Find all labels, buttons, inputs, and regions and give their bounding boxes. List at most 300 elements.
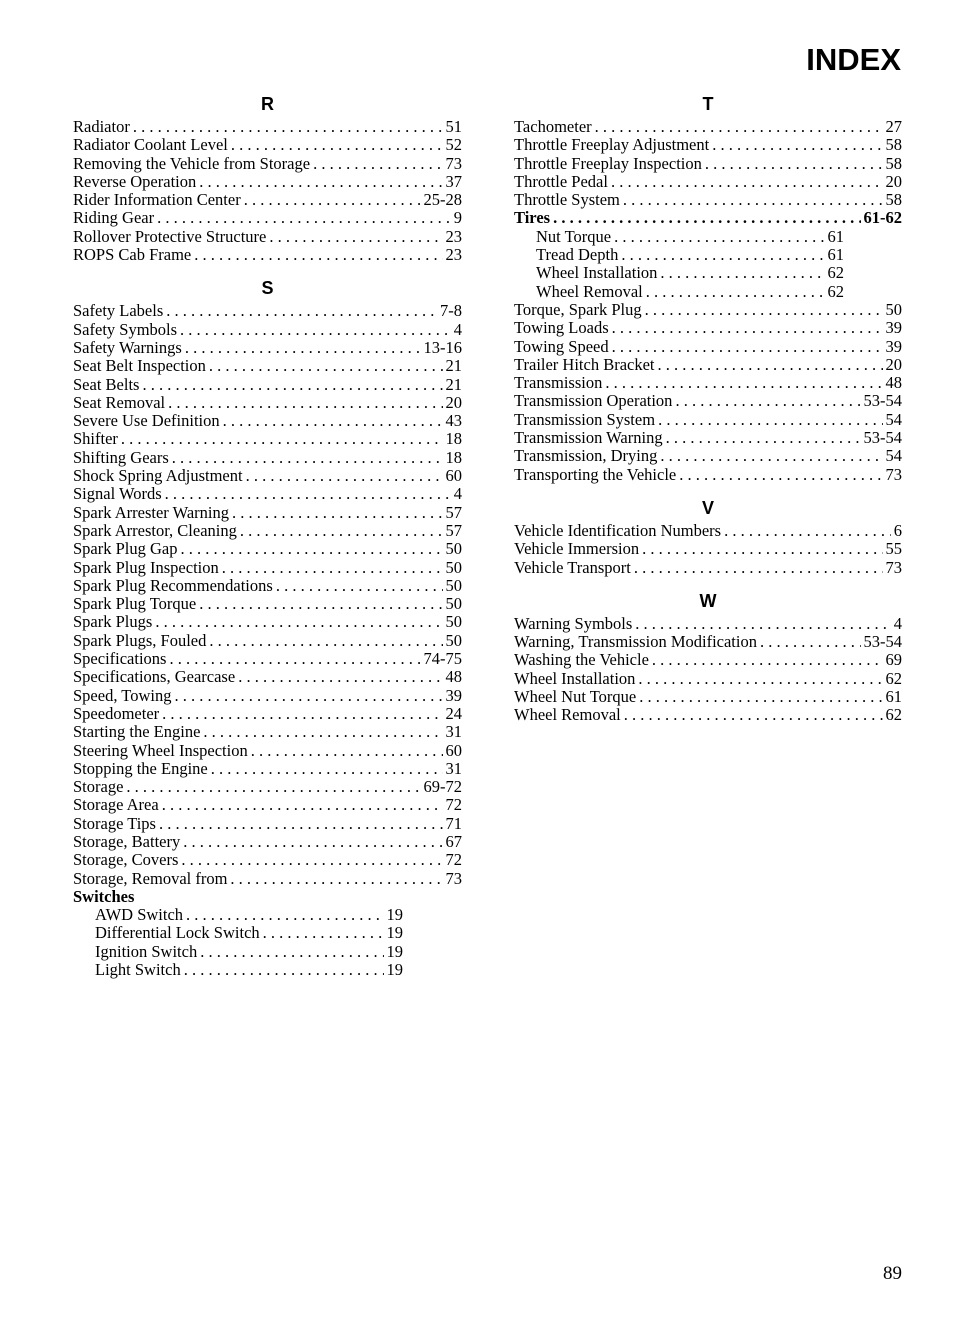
dot-leader: [269, 228, 442, 246]
entry-text: Towing Loads: [514, 319, 609, 338]
index-column-right: [514, 90, 902, 725]
entry-page: 18: [445, 430, 462, 449]
index-entry[interactable]: [73, 668, 462, 686]
dot-leader: [660, 264, 824, 282]
entry-page: 61: [885, 688, 902, 707]
index-entry[interactable]: [73, 742, 462, 760]
entry-page: 48: [445, 668, 462, 687]
dot-leader: [240, 522, 443, 540]
entry-text: Safety Labels: [73, 302, 164, 321]
dot-leader: [172, 449, 443, 467]
entry-page: 39: [885, 337, 902, 356]
entry-page: 31: [445, 723, 462, 742]
entry-text: Spark Plugs, Fouled: [73, 631, 207, 650]
dot-leader: [276, 577, 443, 595]
dot-leader: [200, 943, 383, 961]
dot-leader: [658, 411, 882, 429]
dot-leader: [263, 924, 384, 942]
entry-page: 27: [885, 118, 902, 136]
index-entry[interactable]: [73, 228, 462, 246]
entry-page: 23: [445, 246, 462, 265]
entry-text: Storage, Battery: [73, 832, 181, 851]
entry-page: 19: [386, 961, 403, 980]
index-entry[interactable]: [73, 376, 462, 394]
entry-page: 19: [386, 906, 403, 925]
index-entry[interactable]: [73, 687, 462, 705]
entry-text: Storage, Removal from: [73, 869, 228, 888]
entry-page: 62: [827, 282, 844, 301]
entry-page: 69: [885, 651, 902, 670]
entry-page: 39: [885, 319, 902, 338]
index-entry[interactable]: [73, 778, 462, 796]
dot-leader: [246, 467, 443, 485]
index-entry[interactable]: [73, 504, 462, 522]
entry-text: Storage Tips: [73, 814, 156, 833]
entry-page: 50: [885, 300, 902, 319]
index-entry[interactable]: [73, 209, 462, 227]
dot-leader: [162, 705, 442, 723]
dot-leader: [635, 615, 890, 633]
dot-leader: [222, 559, 443, 577]
index-entry[interactable]: [73, 485, 462, 503]
entry-page: 53-54: [863, 429, 902, 448]
index-entry[interactable]: [73, 577, 462, 595]
entry-text: Shifter: [73, 430, 118, 449]
section-letter: V: [701, 497, 714, 518]
index-entry[interactable]: [514, 319, 902, 337]
index-entry[interactable]: [73, 796, 462, 814]
entry-text: Vehicle Transport: [514, 558, 631, 577]
entry-text: Radiator: [73, 118, 130, 136]
dot-leader: [231, 136, 443, 154]
entry-page: 21: [445, 375, 462, 394]
index-entry[interactable]: [514, 411, 902, 429]
entry-text: Signal Words: [73, 485, 162, 504]
dot-leader: [646, 283, 825, 301]
index-entry[interactable]: [514, 374, 902, 392]
index-entry[interactable]: [514, 706, 902, 724]
entry-text: Wheel Removal: [514, 706, 621, 725]
dot-leader: [126, 778, 420, 796]
entry-page: 73: [445, 869, 462, 888]
entry-text: Storage, Covers: [73, 851, 179, 870]
dot-leader: [313, 155, 442, 173]
entry-text: Transmission: [514, 374, 603, 393]
index-subentry[interactable]: [514, 264, 844, 282]
entry-page: 50: [445, 631, 462, 650]
dot-leader: [159, 815, 443, 833]
entry-page: 51: [445, 118, 462, 136]
entry-page: 61: [827, 227, 844, 246]
index-entry[interactable]: [514, 356, 902, 374]
entry-page: 4: [453, 320, 462, 339]
index-entry[interactable]: [514, 301, 902, 319]
dot-leader: [760, 633, 861, 651]
index-entry[interactable]: [73, 760, 462, 778]
entry-text: Throttle Pedal: [514, 172, 608, 191]
entry-text: AWD Switch: [95, 906, 184, 925]
dot-leader: [209, 632, 442, 650]
entry-text: Speed, Towing: [73, 686, 172, 705]
dot-leader: [180, 321, 451, 339]
index-entry[interactable]: [73, 650, 462, 668]
dot-leader: [705, 155, 883, 173]
entry-page: 55: [885, 540, 902, 559]
index-entry[interactable]: [514, 429, 902, 447]
entry-page: 20: [445, 393, 462, 412]
dot-leader: [181, 851, 442, 869]
dot-leader: [660, 447, 882, 465]
entry-text: Spark Plug Gap: [73, 540, 178, 559]
entry-page: 58: [885, 191, 902, 210]
index-entry[interactable]: [73, 723, 462, 741]
dot-leader: [183, 833, 442, 851]
entry-text: Spark Plug Recommendations: [73, 576, 273, 595]
entry-text: Wheel Installation: [536, 264, 658, 283]
dot-leader: [230, 870, 442, 888]
entry-page: 62: [885, 706, 902, 725]
index-entry[interactable]: [73, 412, 462, 430]
dot-leader: [244, 191, 421, 209]
dot-leader: [612, 319, 883, 337]
entry-page: 52: [445, 136, 462, 155]
entry-text: Storage Area: [73, 796, 159, 815]
entry-page: 7-8: [440, 302, 462, 321]
dot-leader: [623, 191, 883, 209]
entry-page: 50: [445, 613, 462, 632]
index-entry[interactable]: [514, 173, 902, 191]
index-entry[interactable]: [73, 522, 462, 540]
dot-leader: [621, 246, 824, 264]
index-entry[interactable]: [514, 466, 902, 484]
index-entry[interactable]: [514, 651, 902, 669]
index-subentry[interactable]: [73, 943, 403, 961]
entry-page: 72: [445, 851, 462, 870]
index-entry[interactable]: [73, 613, 462, 631]
entry-page: 54: [885, 410, 902, 429]
index-entry[interactable]: [73, 540, 462, 558]
entry-page: 19: [386, 942, 403, 961]
index-entry[interactable]: [73, 632, 462, 650]
index-entry[interactable]: [73, 705, 462, 723]
index-entry[interactable]: [73, 191, 462, 209]
index-entry[interactable]: [514, 338, 902, 356]
entry-text: Warning, Transmission Modification: [514, 633, 757, 652]
entry-page: 58: [885, 154, 902, 173]
dot-leader: [211, 760, 443, 778]
dot-leader: [642, 540, 882, 558]
dot-leader: [162, 796, 443, 814]
index-subentry[interactable]: [514, 246, 844, 264]
entry-page: 50: [445, 576, 462, 595]
entry-page: 23: [445, 227, 462, 246]
entry-page: 72: [445, 796, 462, 815]
entry-text: Seat Removal: [73, 393, 166, 412]
entry-text: Safety Symbols: [73, 320, 178, 339]
entry-page: 19: [386, 924, 403, 943]
index-entry[interactable]: [73, 136, 462, 154]
entry-page: 62: [827, 264, 844, 283]
index-entry[interactable]: [514, 633, 902, 651]
entry-text: Wheel Removal: [536, 282, 643, 301]
entry-text: Vehicle Immersion: [514, 540, 640, 559]
index-entry[interactable]: [73, 595, 462, 613]
entry-text: Steering Wheel Inspection: [73, 741, 248, 760]
index-entry[interactable]: [73, 118, 462, 136]
dot-leader: [203, 723, 442, 741]
dot-leader: [675, 392, 860, 410]
index-entry[interactable]: [514, 392, 902, 410]
entry-text: Nut Torque: [536, 227, 612, 246]
entry-text: Washing the Vehicle: [514, 651, 649, 670]
entry-text: Transporting the Vehicle: [514, 465, 677, 484]
index-entry[interactable]: [514, 670, 902, 688]
dot-leader: [166, 302, 437, 320]
entry-text: Spark Plug Inspection: [73, 558, 219, 577]
dot-leader: [121, 430, 443, 448]
index-entry[interactable]: [514, 688, 902, 706]
index-column-left: [73, 90, 462, 979]
entry-page: 37: [445, 172, 462, 191]
entry-page: 54: [885, 447, 902, 466]
page-title: INDEX: [806, 42, 901, 77]
dot-leader: [199, 173, 442, 191]
entry-page: 24: [445, 704, 462, 723]
entry-text: Starting the Engine: [73, 723, 201, 742]
index-entry[interactable]: [73, 449, 462, 467]
index-entry[interactable]: [73, 357, 462, 375]
entry-text: Shock Spring Adjustment: [73, 467, 243, 486]
entry-text: ROPS Cab Frame: [73, 246, 192, 265]
entry-page: 73: [445, 154, 462, 173]
dot-leader: [658, 356, 883, 374]
dot-leader: [184, 961, 384, 979]
entry-text: Differential Lock Switch: [95, 924, 260, 943]
entry-text: Riding Gear: [73, 209, 155, 228]
entry-text: Speedometer: [73, 704, 160, 723]
entry-page: 20: [885, 355, 902, 374]
entry-page: 50: [445, 540, 462, 559]
entry-text: Throttle System: [514, 191, 620, 210]
section-letter: R: [261, 94, 274, 114]
page-number: 89: [883, 1263, 902, 1284]
dot-leader: [251, 742, 443, 760]
entry-text: Wheel Nut Torque: [514, 688, 637, 707]
dot-leader: [186, 906, 383, 924]
index-entry[interactable]: [514, 209, 902, 227]
dot-leader: [712, 136, 882, 154]
entry-text: Transmission, Drying: [514, 447, 658, 466]
dot-leader: [181, 540, 443, 558]
entry-page: 61: [827, 246, 844, 265]
entry-page: 73: [885, 465, 902, 484]
dot-leader: [679, 466, 882, 484]
index-subentry[interactable]: [73, 961, 403, 979]
entry-page: 67: [445, 832, 462, 851]
dot-leader: [168, 394, 442, 412]
dot-leader: [232, 504, 443, 522]
dot-leader: [652, 651, 883, 669]
entry-text: Safety Warnings: [73, 338, 182, 357]
dot-leader: [174, 687, 442, 705]
index-subentry[interactable]: [514, 228, 844, 246]
entry-page: 62: [885, 669, 902, 688]
entry-page: 4: [453, 485, 462, 504]
entry-text: Specifications: [73, 650, 167, 669]
entry-text: Light Switch: [95, 961, 181, 980]
dot-leader: [553, 209, 860, 227]
dot-leader: [666, 429, 861, 447]
dot-leader: [645, 301, 883, 319]
entry-text: Vehicle Identification Numbers: [514, 521, 722, 540]
entry-page: 13-16: [423, 338, 462, 357]
dot-leader: [238, 668, 442, 686]
entry-page: 50: [445, 595, 462, 614]
entry-page: 18: [445, 448, 462, 467]
entry-text: Radiator Coolant Level: [73, 136, 228, 155]
index-subentry[interactable]: [73, 906, 403, 924]
entry-text: Warning Symbols: [514, 614, 633, 633]
dot-leader: [634, 559, 883, 577]
index-entry[interactable]: [73, 302, 462, 320]
index-entry[interactable]: [73, 467, 462, 485]
index-entry[interactable]: [514, 615, 902, 633]
entry-text: Spark Plug Torque: [73, 595, 197, 614]
dot-leader: [624, 706, 883, 724]
dot-leader: [199, 595, 442, 613]
entry-page: 39: [445, 686, 462, 705]
index-entry[interactable]: [73, 173, 462, 191]
entry-text: Spark Plugs: [73, 613, 153, 632]
entry-text: Seat Belt Inspection: [73, 357, 206, 376]
dot-leader: [165, 485, 451, 503]
entry-page: 9: [453, 209, 462, 228]
index-entry[interactable]: [514, 155, 902, 173]
index-entry[interactable]: [514, 540, 902, 558]
index-subentry[interactable]: [514, 283, 844, 301]
index-entry[interactable]: [73, 339, 462, 357]
dot-leader: [157, 209, 451, 227]
entry-page: 43: [445, 412, 462, 431]
entry-page: 53-54: [863, 392, 902, 411]
dot-leader: [209, 357, 443, 375]
index-entry[interactable]: [514, 191, 902, 209]
dot-leader: [194, 246, 442, 264]
entry-text: Specifications, Gearcase: [73, 668, 236, 687]
index-entry[interactable]: [514, 522, 902, 540]
entry-page: 61-62: [863, 209, 902, 228]
index-entry[interactable]: [73, 851, 462, 869]
section-letter: W: [699, 590, 717, 611]
entry-text: Wheel Installation: [514, 669, 636, 688]
dot-leader: [185, 339, 421, 357]
entry-page: 21: [445, 357, 462, 376]
entry-text: Throttle Freeplay Inspection: [514, 154, 702, 173]
entry-page: 6: [893, 521, 902, 540]
entry-text: Rollover Protective Structure: [73, 227, 267, 246]
index-entry[interactable]: [73, 559, 462, 577]
entry-page: 20: [885, 172, 902, 191]
entry-text: Tachometer: [514, 118, 592, 136]
entry-text: Stopping the Engine: [73, 759, 208, 778]
entry-text: Ignition Switch: [95, 942, 198, 961]
index-entry[interactable]: [73, 815, 462, 833]
dot-leader: [614, 228, 824, 246]
index-subentry[interactable]: [73, 924, 403, 942]
entry-page: 31: [445, 759, 462, 778]
entry-text: Transmission Warning: [514, 429, 663, 448]
entry-page: 4: [893, 614, 902, 633]
section-letter: T: [702, 94, 714, 114]
index-entry[interactable]: [514, 136, 902, 154]
index-entry[interactable]: [73, 321, 462, 339]
dot-leader: [133, 118, 443, 136]
entry-text: Torque, Spark Plug: [514, 300, 642, 319]
entry-text: Severe Use Definition: [73, 412, 220, 431]
entry-page: 48: [885, 374, 902, 393]
section-letter: S: [261, 278, 274, 299]
dot-leader: [638, 670, 882, 688]
dot-leader: [155, 613, 442, 631]
dot-leader: [605, 374, 882, 392]
entry-text: Trailer Hitch Bracket: [514, 355, 655, 374]
entry-page: 73: [885, 558, 902, 577]
entry-text: Storage: [73, 778, 124, 797]
dot-leader: [611, 173, 883, 191]
entry-text: Shifting Gears: [73, 448, 169, 467]
entry-text: Tread Depth: [536, 246, 619, 265]
entry-page: 60: [445, 467, 462, 486]
entry-text: Spark Arrester Warning: [73, 503, 229, 522]
index-entry[interactable]: [73, 870, 462, 888]
entry-page: 71: [445, 814, 462, 833]
entry-text: Rider Information Center: [73, 191, 241, 210]
entry-text: Transmission System: [514, 410, 656, 429]
index-entry[interactable]: [514, 559, 902, 577]
index-entry[interactable]: [73, 430, 462, 448]
switches-heading: Switches: [73, 886, 135, 906]
entry-text: Reverse Operation: [73, 172, 197, 191]
entry-page: 69-72: [423, 778, 462, 797]
entry-page: 53-54: [863, 633, 902, 652]
dot-leader: [142, 376, 442, 394]
index-entry[interactable]: [73, 394, 462, 412]
entry-text: Seat Belts: [73, 375, 140, 394]
dot-leader: [595, 118, 883, 136]
entry-text: Spark Arrestor, Cleaning: [73, 521, 237, 540]
entry-text: Removing the Vehicle from Storage: [73, 154, 311, 173]
entry-page: 58: [885, 136, 902, 155]
index-entry[interactable]: [73, 246, 462, 264]
entry-text: Towing Speed: [514, 337, 609, 356]
dot-leader: [639, 688, 882, 706]
dot-leader: [169, 650, 420, 668]
entry-text: Transmission Operation: [514, 392, 673, 411]
dot-leader: [612, 338, 883, 356]
index-entry[interactable]: [73, 155, 462, 173]
index-entry[interactable]: [514, 447, 902, 465]
entry-page: 57: [445, 503, 462, 522]
entry-page: 74-75: [423, 650, 462, 669]
entry-text: Tires: [514, 209, 551, 228]
dot-leader: [724, 522, 891, 540]
dot-leader: [223, 412, 443, 430]
entry-page: 25-28: [423, 191, 462, 210]
entry-page: 60: [445, 741, 462, 760]
index-entry[interactable]: [514, 118, 902, 136]
entry-page: 50: [445, 558, 462, 577]
index-entry[interactable]: [73, 833, 462, 851]
